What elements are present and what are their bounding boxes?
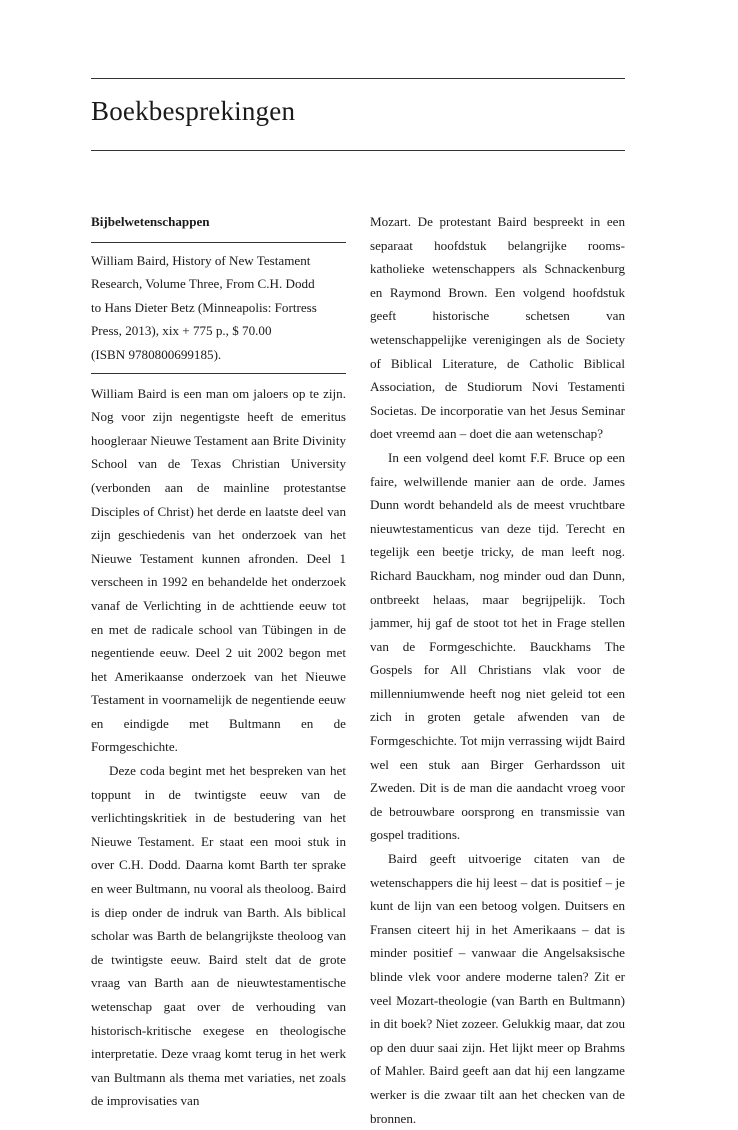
biblio-line: William Baird, History of New Testament — [91, 252, 311, 268]
reference-rule — [91, 373, 346, 374]
biblio-line: to Hans Dieter Betz (Minneapolis: Fortress — [91, 299, 317, 315]
top-rule — [91, 78, 625, 79]
title-rule — [91, 150, 625, 151]
biblio-line: (ISBN 9780800699185). — [91, 346, 222, 362]
paragraph-1: William Baird is een man om jaloers op te zijn. Nog voor zijn negentigste heeft de emeritus hoogleraar Nieuwe Testament aan Brite Divinity School van de Texas Christian University (verbonden aan de mainline protestantse Disciples of Christ) het derde en laatste deel van zijn geschiedenis van het onderzoek van het Nieuwe Testament kunnen afronden. Deel 1 verscheen in 1992 en behandelde het onderzoek vanaf de Verlichting in de achttiende eeuw tot en met de radicale school van Tübingen in de negentiende eeuw. Deel 2 uit 2002 begon met het Amerikaanse onderzoek van het Nieuwe Testament in voornamelijk de negentiende eeuw en eindigde met Bultmann en de Formgeschichte. — [91, 385, 346, 755]
left-column — [91, 210, 346, 1113]
biblio-line: Press, 2013), xix + 775 p., $ 70.00 — [91, 323, 272, 339]
paragraph-2: Deze coda begint met het bespreken van het toppunt in de twintigste eeuw van de verlichtingskritiek in de bestudering van het Nieuwe Testament. Er staat een mooi stuk in over C.H. Dodd. Daarna komt Barth ter sprake en weer Bultmann, nu vooral als theoloog. Baird is diep onder de indruk van Barth. Als biblical scholar was Barth de belangrijkste theoloog van de twintigste eeuw. Baird stelt dat de grote vraag van Barth aan de nieuwtestamentische wetenschap gaat over de verhouding van historisch-kritische exegese en theologische interpretatie. Deze vraag komt terug in het werk van Bultmann als thema met variaties, net zoals de improvisaties van — [91, 763, 346, 1109]
section-rule — [91, 242, 346, 243]
page-title: Boekbesprekingen — [91, 96, 296, 126]
biblio-line: Research, Volume Three, From C.H. Dodd — [91, 276, 315, 292]
paragraph-5: Baird geeft uitvoerige citaten van de wetenschappers die hij leest – dat is positief – je kunt de lijn van een betoog volgen. Duitsers en Fransen citeert hij in het Amerikaans – dat is minder positief – vanwaar die Angelsaksische blinde vlek voor andere moderne talen? Zit er veel Mozart-theologie (van Barth en Bultmann) in dit boek? Niet zozeer. Gelukkig maar, dat zou op den duur saai zijn. Het lijkt meer op Brahms of Mahler. Baird geeft aan dat hij een langzame werker is die zwaar tilt aan het checken van de bronnen. — [370, 851, 625, 1126]
paragraph-3: Mozart. De protestant Baird bespreekt in een separaat hoofdstuk belangrijke rooms-katholieke wetenschappers als Schnackenburg en Raymond Brown. Een volgend hoofdstuk geeft historische schetsen van wetenschappelijke verenigingen als de Society of Biblical Literature, de Catholic Biblical Association, de Studiorum Novi Testamenti Societas. De incorporatie van het Jesus Seminar doet vreemd aan – doet die aan wetenschap? — [370, 214, 625, 442]
right-column — [370, 210, 625, 1130]
book-reference — [91, 249, 346, 367]
section-heading: Bijbelwetenschappen — [91, 214, 210, 229]
paragraph-4: In een volgend deel komt F.F. Bruce op een faire, welwillende manier aan de orde. James Dunn wordt behandeld als de meest vruchtbare nieuwtestamenticus van deze tijd. Terecht en tegelijk een beetje tricky, de man leeft nog. Richard Bauckham, nog minder oud dan Dunn, ontbreekt helaas, maar begrijpelijk. Toch jammer, hij gaf de stoot tot het in Frage stellen van de Formgeschichte. Bauckhams The Gospels for All Christians vlak voor de millenniumwende heeft nog niet geleid tot een zich in groten getale afwenden van de Formgeschichte. Tot mijn verrassing wijdt Baird wel een stuk aan Birger Gerhardsson uit Zweden. Dit is de man die aandacht vroeg voor de betrouwbare oorsprong en transmissie van gospel traditions. — [370, 449, 625, 843]
